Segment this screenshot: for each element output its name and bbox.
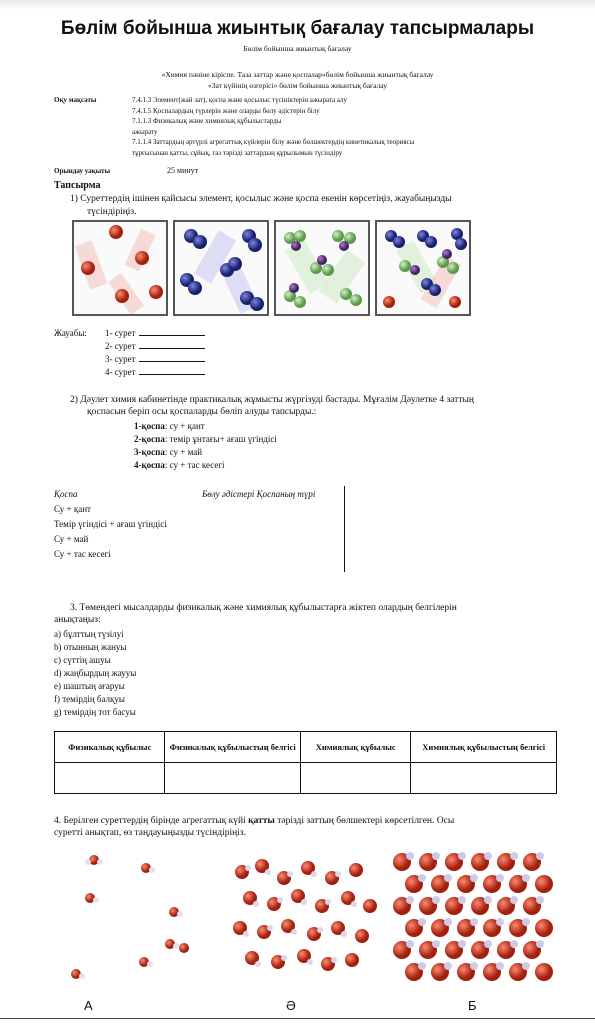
mixture-3: [134, 446, 202, 458]
table-2-row-3: Су + май: [54, 534, 89, 544]
mixture-2-text: : темір ұнтағы+ ағаш үгіндісі: [164, 434, 277, 444]
q4-text-pre: 4. Берілген суреттердің бірінде агрегаттық күйі: [54, 816, 249, 826]
mixture-3-label: 3-қоспа: [134, 447, 165, 457]
answer-label-1: 1- сурет: [105, 328, 136, 338]
picture-B-art: [388, 848, 560, 988]
table-answer-row: [55, 763, 557, 794]
unit-line-2: «Зат күйінің өзгерісі» бөлім бойынша жиынтық бағалау: [208, 81, 387, 90]
table-2-row-2: Темір үгіндісі + ағаш үгіндісі: [54, 519, 167, 529]
answer-label-4: 4- сурет: [105, 367, 136, 377]
mixture-1-text: : су + қант: [164, 421, 205, 431]
objectives-label: Оқу мақсаты: [54, 96, 97, 104]
answer-label-3: 3- сурет: [105, 354, 136, 364]
picture-2: [173, 220, 269, 316]
objective-item: 7.1.1.3 Физикалық және химиялық құбылыстарды: [132, 117, 282, 125]
time-value: 25 минут: [167, 166, 199, 175]
answer-row-4: [105, 366, 205, 378]
question-1-line-2: түсіндіріңіз.: [87, 207, 137, 217]
table-cell[interactable]: [300, 763, 410, 794]
question-3-line-1: 3. Төмендегі мысалдарды физикалық және химиялық құбылыстарға жіктеп олардың белгілерін: [70, 603, 457, 613]
picture-letter-b: Б: [468, 998, 477, 1013]
table-header-chemical-sign: Химиялық құбылыстың белгісі: [411, 732, 557, 763]
q4-text-bold: қатты: [248, 816, 275, 826]
bottom-rule: [0, 1018, 595, 1019]
picture-1-art: [74, 222, 166, 314]
q3-item: f) темірдің балқуы: [54, 694, 125, 704]
answer-blank-1[interactable]: [139, 327, 205, 336]
answer-blank-2[interactable]: [139, 340, 205, 349]
picture-2-art: [175, 222, 267, 314]
table-cell[interactable]: [165, 763, 301, 794]
picture-AE: [222, 848, 384, 988]
table-cell[interactable]: [55, 763, 165, 794]
answer-row-2: [105, 340, 205, 352]
q4-text-post: тәрізді заттың бөлшектері көрсетілген. Осы: [274, 816, 455, 826]
table-header-physical-sign: Физикалық құбылыстың белгісі: [165, 732, 301, 763]
q3-item: g) темірдің тот басуы: [54, 707, 136, 717]
question-3-line-2: анықтаңыз:: [54, 615, 101, 625]
answer-row-3: [105, 353, 205, 365]
objectives-list: [132, 95, 532, 158]
mixture-4: [134, 459, 225, 471]
table-2-divider: [344, 486, 345, 572]
objective-item: 7.4.1.5 Қоспалардың түрлерін және оларды бөлу әдістерін білу: [132, 106, 320, 115]
picture-letter-ae: Ә: [286, 998, 296, 1013]
q3-item: a) бұлттың түзілуі: [54, 629, 124, 639]
picture-1: [72, 220, 168, 316]
question-4-line-1: [54, 815, 454, 827]
answer-label: Жауабы:: [54, 328, 87, 338]
mixture-4-label: 4-қоспа: [134, 460, 165, 470]
mixture-4-text: : су + тас кесегі: [164, 460, 225, 470]
objective-item: ажырату: [132, 127, 158, 136]
table-header-row: [55, 732, 557, 763]
mixture-1-label: 1-қоспа: [134, 421, 165, 431]
picture-AE-art: [222, 848, 384, 988]
table-2-row-4: Су + тас кесегі: [54, 549, 111, 559]
q3-item: c) сүттің ашуы: [54, 655, 111, 665]
q3-item: d) жаңбырдың жаууы: [54, 668, 137, 678]
table-2-header-methods: Бөлу әдістері Қоспаның түрі: [202, 489, 316, 499]
objective-item: 7.1.1.4 Заттардың әртүрлі агрегаттық күйлерін білу және бөлшектердің кинетикалық теориясы: [132, 138, 415, 146]
task-heading: Тапсырма: [54, 180, 101, 191]
unit-line-1: «Химия пәніне кіріспе. Таза заттар және қоспалар»бөлім бойынша жиынтық бағалау: [161, 70, 434, 79]
question-4-line-2: суретті анықтап, өз таңдауыңызды түсіндіріңіз.: [54, 828, 246, 838]
answer-label-2: 2- сурет: [105, 341, 136, 351]
table-header-chemical: Химиялық құбылыс: [300, 732, 410, 763]
table-cell[interactable]: [411, 763, 557, 794]
table-2-header-mixture: Қоспа: [54, 489, 78, 499]
table-2-row-1: Су + қант: [54, 504, 91, 514]
q3-item: e) шаштың ағаруы: [54, 681, 125, 691]
page-title: Бөлім бойынша жиынтық бағалау тапсырмалары: [60, 18, 535, 39]
picture-3-art: [276, 222, 368, 314]
picture-4-art: [377, 222, 469, 314]
page-subtitle: Бөлім бойынша жиынтық бағалау: [243, 44, 352, 53]
question-2-line-2: қоспасын беріп осы қоспаларды бөліп алуды тапсырды.:: [87, 407, 317, 417]
objective-item: 7.4.1.3 Элемент(жай зат), қоспа және қосылыс түсініктерін ажырата алу: [132, 96, 348, 104]
picture-A-art: [54, 848, 219, 988]
objective-item: тұрғысынан қатты, сұйық, газ тәрізді заттардың құрылымын түсіндіру: [132, 148, 343, 157]
question-2-line-1: 2) Дәулет химия кабинетінде практикалық жұмысты жүргізуді бастады. Мұғалім Дәулетке 4 заттың: [70, 395, 474, 405]
answer-blank-3[interactable]: [139, 353, 205, 362]
picture-A: [54, 848, 219, 988]
picture-4: [375, 220, 471, 316]
question-1-line-1: 1) Суреттердің ішінен қайсысы элемент, қосылыс және қоспа екенін көрсетіңіз, жауабыңызды: [70, 194, 452, 204]
mixture-2: [134, 433, 277, 445]
mixture-1: [134, 420, 205, 432]
table-header-physical: Физикалық құбылыс: [55, 732, 165, 763]
phenomena-table: [54, 731, 557, 794]
q3-item: b) отынның жануы: [54, 642, 127, 652]
picture-B: [388, 848, 560, 988]
time-label: Орындау уақыты: [54, 167, 111, 175]
picture-letter-a: А: [84, 998, 93, 1013]
answer-blank-4[interactable]: [139, 366, 205, 375]
picture-3: [274, 220, 370, 316]
mixture-3-text: : су + май: [164, 447, 203, 457]
answer-row-1: [105, 327, 205, 339]
top-edge: [0, 0, 595, 10]
mixture-2-label: 2-қоспа: [134, 434, 165, 444]
